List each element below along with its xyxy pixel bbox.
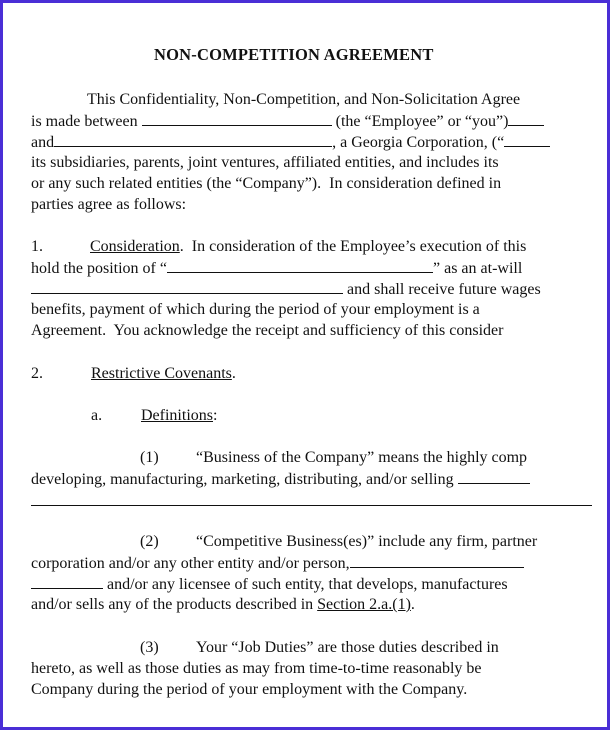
subsection-a-number: a. (91, 407, 103, 424)
definition-2-line-3-text: and/or any licensee of such entity, that develops, manufactures (107, 576, 508, 593)
definition-2-line-4 (31, 595, 415, 615)
definition-2-line-2-text: corporation and/or any other entity and/or person, (31, 555, 350, 572)
intro-line-4: its subsidiaries, parents, joint ventures, affiliated entities, and includes its (31, 154, 499, 171)
section-1-line-2-end: ” as an at-will (432, 260, 523, 277)
section-2-number: 2. (31, 365, 43, 382)
section-2-heading: Restrictive Covenants (91, 365, 232, 382)
section-1-line-1-text: . In consideration of the Employee’s execution of this (179, 238, 527, 255)
definition-2-number: (2) (140, 533, 159, 550)
subsection-a-heading: Definitions (141, 407, 213, 424)
definition-1-line-2 (31, 469, 530, 490)
intro-line-3 (31, 132, 550, 153)
products-blank (458, 469, 530, 484)
blank-line (31, 574, 103, 589)
intro-line-1: This Confidentiality, Non-Competition, and Non-Solicitation Agree (87, 91, 521, 108)
definition-3-line-2: hereto, as well as those duties as may from time-to-time reasonably be (31, 660, 482, 677)
section-1-line-5: Agreement. You acknowledge the receipt and sufficiency of this consider (31, 322, 504, 339)
definition-3-number: (3) (140, 639, 159, 656)
intro-line-5: or any such related entities (the “Company”). In consideration defined in (31, 175, 502, 192)
section-1-line-3 (31, 279, 541, 300)
blank-line (31, 279, 343, 294)
blank-line (508, 111, 544, 126)
position-blank (167, 258, 433, 273)
definition-2-line-2 (31, 553, 524, 574)
subsection-a-heading-line (141, 406, 217, 426)
definition-2-line-4-text: and/or sells any of the products described in (31, 596, 314, 613)
section-1-line-2-start: hold the position of “ (31, 260, 167, 277)
definition-1-line-1: “Business of the Company” means the highly comp (196, 449, 528, 466)
definition-3-line-1: Your “Job Duties” are those duties described in (196, 639, 499, 656)
blank-rule-line (31, 505, 592, 506)
intro-line-2-end: (the “Employee” or “you”) (335, 113, 509, 130)
intro-line-3-start: and (31, 134, 55, 151)
employee-name-blank (142, 111, 332, 126)
definition-1-number: (1) (140, 449, 159, 466)
section-1-heading: Consideration (90, 238, 180, 255)
subsection-a-heading-colon: : (213, 407, 218, 424)
section-1-line-4: benefits, payment of which during the period of your employment is a (31, 301, 480, 318)
intro-line-2 (31, 111, 544, 132)
section-2-heading-period: . (231, 365, 236, 382)
intro-line-2-start: is made between (31, 113, 138, 130)
definition-3-line-3: Company during the period of your employment with the Company. (31, 681, 468, 698)
document-title: NON-COMPETITION AGREEMENT (154, 45, 434, 64)
section-2-heading-line (91, 364, 236, 384)
definition-1-line-2-text: developing, manufacturing, marketing, distributing, and/or selling (31, 471, 454, 488)
definition-2-line-3 (31, 574, 508, 595)
section-reference-link: Section 2.a.(1) (317, 596, 411, 613)
section-1-line-3-text: and shall receive future wages (347, 281, 541, 298)
section-1-line-1 (90, 237, 526, 257)
section-1-number: 1. (31, 238, 43, 255)
blank-line (350, 553, 524, 568)
section-1-line-2 (31, 258, 522, 279)
blank-line (504, 132, 550, 147)
definition-2-line-1: “Competitive Business(es)” include any firm, partner (196, 533, 538, 550)
intro-line-3-end: , a Georgia Corporation, (“ (332, 134, 505, 151)
intro-line-6: parties agree as follows: (31, 196, 187, 213)
company-name-blank (54, 132, 332, 147)
definition-2-period: . (410, 596, 415, 613)
